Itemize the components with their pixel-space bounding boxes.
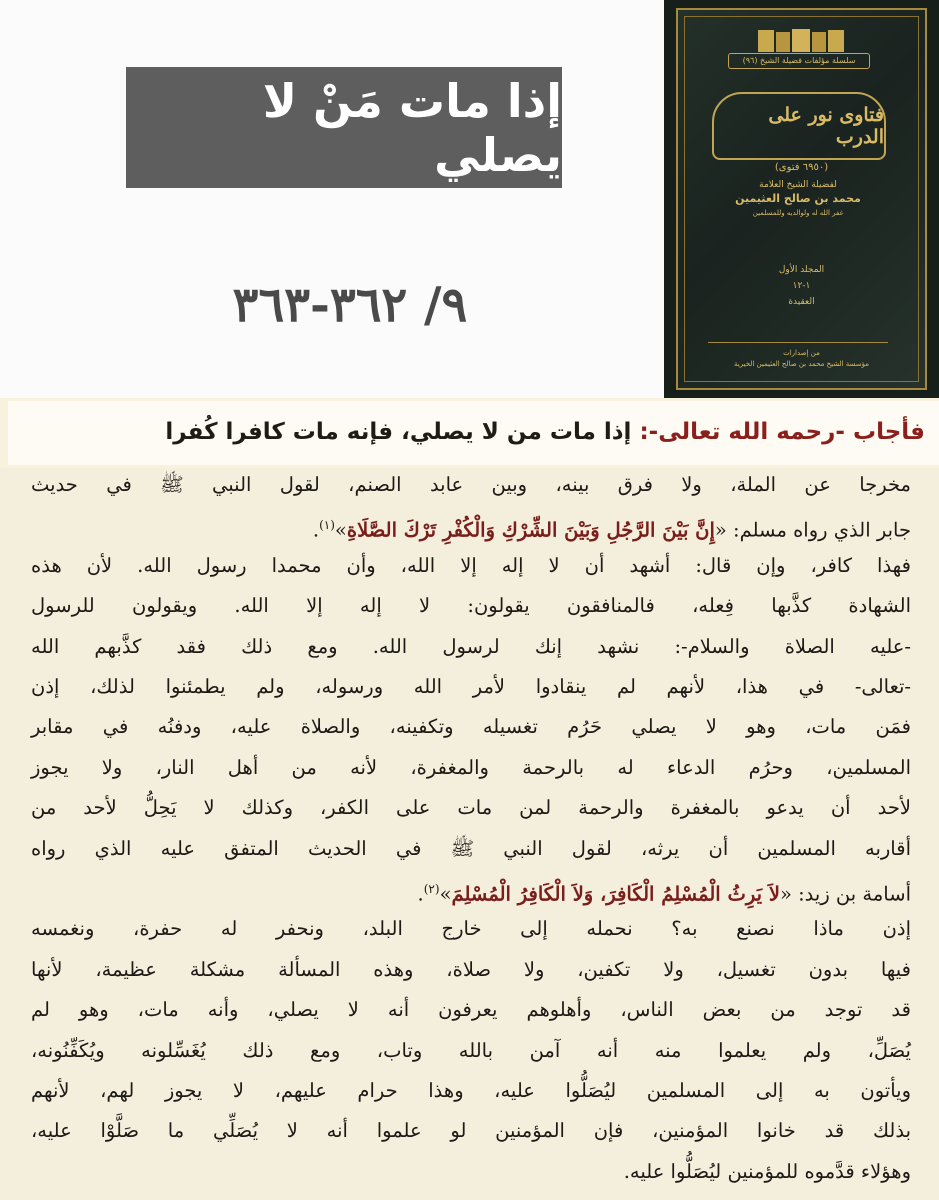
- page-text-line: [31, 672, 911, 702]
- page-text-line: [31, 510, 911, 540]
- line-text: أقاربه المسلمين أن يرثه، لقول النبي ﷺ في الحديث المتفق عليه الذي رواه: [31, 836, 911, 860]
- page-text-line: [31, 1157, 911, 1187]
- page-text-line: [31, 1036, 911, 1066]
- page-text-line: [31, 1116, 911, 1146]
- cover-fatwa-count: (٦٩٥٠ فتوى): [774, 162, 829, 173]
- answer-intro-text: إذا مات من لا يصلي، فإنه مات كافرا كُفرا: [165, 419, 640, 445]
- line-text: فهذا كافر، وإن قال: أشهد أن لا إله إلا الله، وأن محمدا رسول الله. لأن هذه: [31, 553, 911, 577]
- page-reference: ٩/ ٣٦٢-٣٦٣: [232, 277, 468, 333]
- line-text: لأحد أن يدعو بالمغفرة والرحمة لمن مات على الكفر، وكذلك لا يَحِلُّ لأحد من: [31, 796, 911, 820]
- cover-publisher-line: مؤسسة الشيخ محمد بن صالح العثيمين الخيرية: [734, 360, 869, 368]
- cover-author: [698, 178, 898, 220]
- line-text: بذلك قد خانوا المؤمنين، فإن المؤمنين لو علموا أنه لا يُصَلِّي ما صَلَّوْا عليه،: [31, 1119, 911, 1143]
- page-text-line: [31, 470, 911, 500]
- cover-publisher-line: من إصدارات: [783, 349, 820, 357]
- line-text: مخرجا عن الملة، ولا فرق بينه، وبين عابد الصنم، لقول النبي ﷺ في حديث: [31, 473, 911, 496]
- line-text: -تعالى- في هذا، لأنهم لم ينقادوا لأمر الله ورسوله، ولم يطمئنوا لذلك، إذن: [31, 675, 911, 698]
- footnote-marker: (٢): [423, 882, 440, 896]
- page-text-line: [31, 995, 911, 1025]
- page-text-line: [31, 591, 911, 621]
- cover-title: فتاوى نور على الدرب: [712, 92, 886, 160]
- cover-series-label: سلسلة مؤلفات فضيلة الشيخ (٩٦): [728, 53, 870, 69]
- cover-volume: [678, 262, 925, 310]
- cover-volume-line: المجلد الأول: [778, 265, 825, 275]
- line-end: .: [417, 882, 424, 906]
- page-text-line: [31, 551, 911, 581]
- line-text: أسامة بن زيد: «: [779, 882, 911, 906]
- line-text: يُصَلِّ، ولم يعلموا منه أنه آمن بالله وتاب، ومع ذلك يُغَسِّلونه ويُكَفِّنُونه،: [31, 1038, 911, 1062]
- hadith-quote: إِنَّ بَيْنَ الرَّجُلِ وَبَيْنَ الشِّرْكِ وَالْكُفْرِ تَرْكَ الصَّلَاةِ: [346, 518, 715, 542]
- hadith-quote: لاَ يَرِثُ الْمُسْلِمُ الْكَافِرَ، وَلاَ الْكَافِرُ الْمُسْلِمَ: [451, 882, 780, 906]
- cover-author-line: محمد بن صالح العثيمين: [735, 192, 861, 205]
- line-end: .: [312, 518, 320, 542]
- line-text: فيها بدون تغسيل، ولا تكفين، ولا صلاة، وهذه المسألة مشكلة عظيمة، لأنها: [31, 957, 911, 981]
- line-text: قد توجد من بعض الناس، وأهلوهم يعرفون أنه لا يصلي، وأنه مات، وهو لم: [31, 998, 911, 1022]
- page-text-line: [31, 834, 911, 864]
- line-text: وهؤلاء قدَّموه للمؤمنين ليُصَلُّوا عليه.: [623, 1159, 911, 1183]
- page-text-line: [31, 955, 911, 985]
- page-text-line: [31, 793, 911, 823]
- line-text: فمَن مات، وهو لا يصلي حَرُم تغسيله وتكفينه، والصلاة عليه، ودفنُه في مقابر: [31, 715, 911, 739]
- books-emblem-icon: [756, 28, 846, 54]
- quote-close: »: [439, 882, 452, 906]
- cover-author-line: غفر الله له ولوالديه وللمسلمين: [752, 209, 844, 217]
- cover-divider: [708, 342, 888, 343]
- cover-volume-line: العقيدة: [788, 297, 815, 307]
- cover-author-line: لفضيلة الشيخ العلامة: [759, 180, 837, 190]
- cover-volume-line: ١-١٢: [792, 281, 811, 291]
- cover-frame: [676, 8, 927, 390]
- line-text: -عليه الصلاة والسلام-: نشهد إنك لرسول الله. ومع ذلك فقد كذَّبهم الله: [31, 634, 911, 658]
- cover-publisher: [678, 348, 925, 370]
- page-text-line: [31, 1076, 911, 1106]
- page-title: إذا مات مَنْ لا يصلي: [126, 67, 562, 188]
- page-text-line: [31, 914, 911, 944]
- quote-close: »: [334, 518, 347, 542]
- page-text-line: [31, 712, 911, 742]
- line-text: ويأتون به إلى المسلمين ليُصَلُّوا عليه، وهذا حرام عليهم، لا يجوز لهم، لأنهم: [31, 1079, 911, 1102]
- answer-intro-line: [5, 412, 925, 452]
- line-text: جابر الذي رواه مسلم: «: [714, 518, 911, 542]
- page-text-line: [31, 632, 911, 662]
- line-text: الشهادة كذَّبها فِعله، فالمنافقون يقولون: لا إله إلا الله. ويقولون للرسول: [31, 594, 911, 618]
- line-text: إذن ماذا نصنع به؟ نحمله إلى خارج البلد، ونحفر له حفرة، ونغمسه: [31, 917, 911, 941]
- answer-label: فأجاب -رحمه الله تعالى-:: [639, 419, 925, 445]
- page-text-line: [31, 874, 911, 904]
- footnote-marker: (١): [319, 518, 335, 533]
- line-text: المسلمين، وحرُم الدعاء له بالرحمة والمغفرة، لأنه من أهل النار، ولا يجوز: [31, 755, 911, 779]
- page-text-line: [31, 753, 911, 783]
- book-cover-image: [664, 0, 939, 398]
